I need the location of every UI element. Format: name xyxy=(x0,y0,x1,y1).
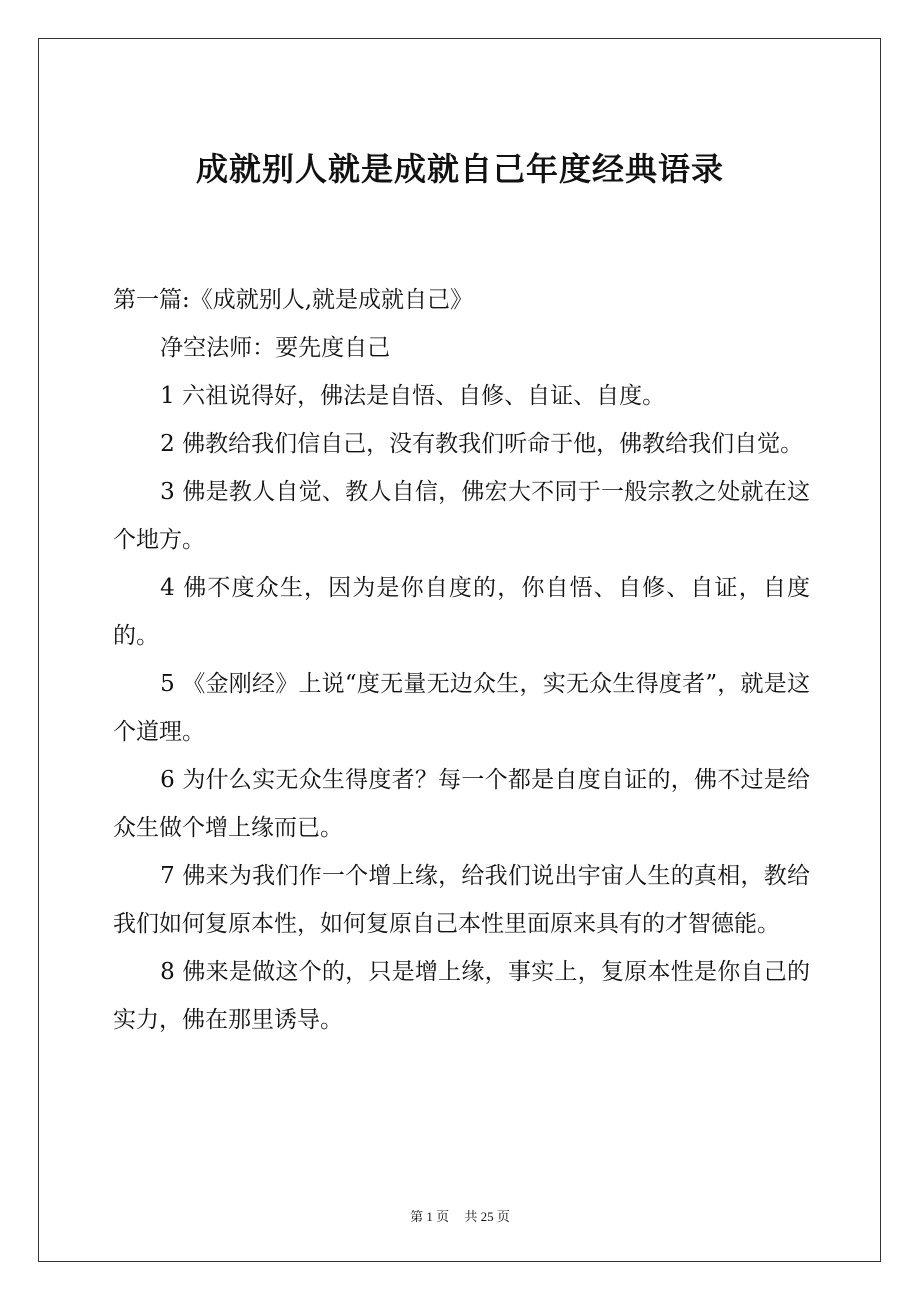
document-body xyxy=(113,276,810,1044)
paragraph: 5 《金刚经》上说“度无量无边众生，实无众生得度者”，就是这个道理。 xyxy=(113,671,810,745)
paragraph: 6 为什么实无众生得度者？每一个都是自度自证的，佛不过是给众生做个增上缘而已。 xyxy=(113,767,810,841)
paragraph: 7 佛来为我们作一个增上缘，给我们说出宇宙人生的真相，教给我们如何复原本性，如何复原自己本性里面原来具有的才智德能。 xyxy=(113,863,810,937)
paragraph: 1 六祖说得好，佛法是自悟、自修、自证、自度。 xyxy=(160,383,666,409)
subheading: 净空法师：要先度自己 xyxy=(160,335,391,361)
page-total: 共 25 页 xyxy=(464,1209,510,1224)
paragraph: 3 佛是教人自觉、教人自信，佛宏大不同于一般宗教之处就在这个地方。 xyxy=(113,479,810,553)
section-heading: 第一篇:《成就别人,就是成就自己》 xyxy=(113,287,474,313)
paragraph: 2 佛教给我们信自己，没有教我们听命于他，佛教给我们自觉。 xyxy=(160,431,804,457)
page-number: 第 1 页 xyxy=(410,1209,450,1224)
paragraph: 4 佛不度众生，因为是你自度的，你自悟、自修、自证，自度的。 xyxy=(113,575,810,649)
page-footer xyxy=(0,1206,920,1225)
paragraph: 8 佛来是做这个的，只是增上缘，事实上，复原本性是你自己的实力，佛在那里诱导。 xyxy=(113,959,810,1033)
document-title: 成就别人就是成就自己年度经典语录 xyxy=(195,150,724,188)
